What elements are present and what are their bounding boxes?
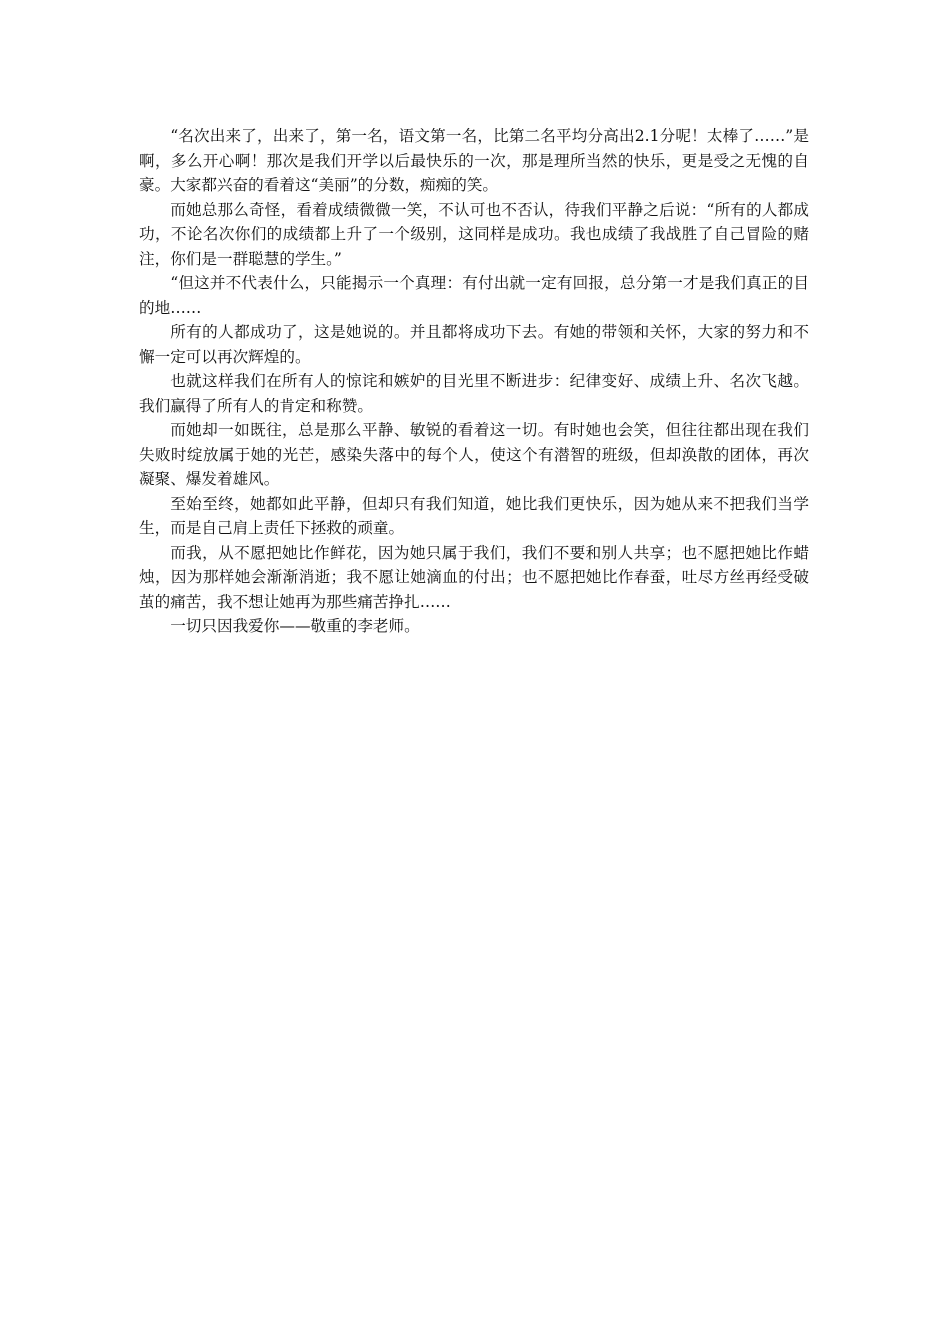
article-body (139, 124, 809, 639)
paragraph-6: 而她却一如既往，总是那么平静、敏锐的看着这一切。有时她也会笑，但往往都出现在我们失败时绽放属于她的光芒，感染失落中的每个人，使这个有潜智的班级，但却涣散的团体，再次凝聚、爆发着雄风。 (139, 421, 809, 488)
paragraph-8: 而我，从不愿把她比作鲜花，因为她只属于我们，我们不要和别人共享；也不愿把她比作蜡烛，因为那样她会渐渐消逝；我不愿让她滴血的付出；也不愿把她比作春蚕，吐尽方丝再经受破茧的痛苦，我不想让她再为那些痛苦挣扎…… (139, 543, 809, 611)
paragraph-7: 至始至终，她都如此平静，但却只有我们知道，她比我们更快乐，因为她从来不把我们当学生，而是自己肩上责任下拯救的顽童。 (139, 494, 809, 537)
paragraph-4: 所有的人都成功了，这是她说的。并且都将成功下去。有她的带领和关怀，大家的努力和不懈一定可以再次辉煌的。 (139, 323, 809, 366)
paragraph-1: “名次出来了，出来了，第一名，语文第一名，比第二名平均分高出2.1分呢！太棒了……”是啊，多么开心啊！那次是我们开学以后最快乐的一次，那是理所当然的快乐，更是受之无愧的自豪。大家都兴奋的看着这“美丽”的分数，痴痴的笑。 (139, 127, 809, 194)
paragraph-5: 也就这样我们在所有人的惊诧和嫉妒的目光里不断进步：纪律变好、成绩上升、名次飞越。我们赢得了所有人的肯定和称赞。 (139, 372, 809, 415)
paragraph-3: “但这并不代表什么，只能揭示一个真理：有付出就一定有回报，总分第一才是我们真正的目的地…… (139, 274, 809, 317)
paragraph-9: 一切只因我爱你——敬重的李老师。 (170, 617, 420, 635)
paragraph-2: 而她总那么奇怪，看着成绩微微一笑，不认可也不否认，待我们平静之后说：“所有的人都成功，不论名次你们的成绩都上升了一个级别，这同样是成功。我也成绩了我战胜了自己冒险的赌注，你们是一群聪慧的学生。” (139, 200, 809, 268)
